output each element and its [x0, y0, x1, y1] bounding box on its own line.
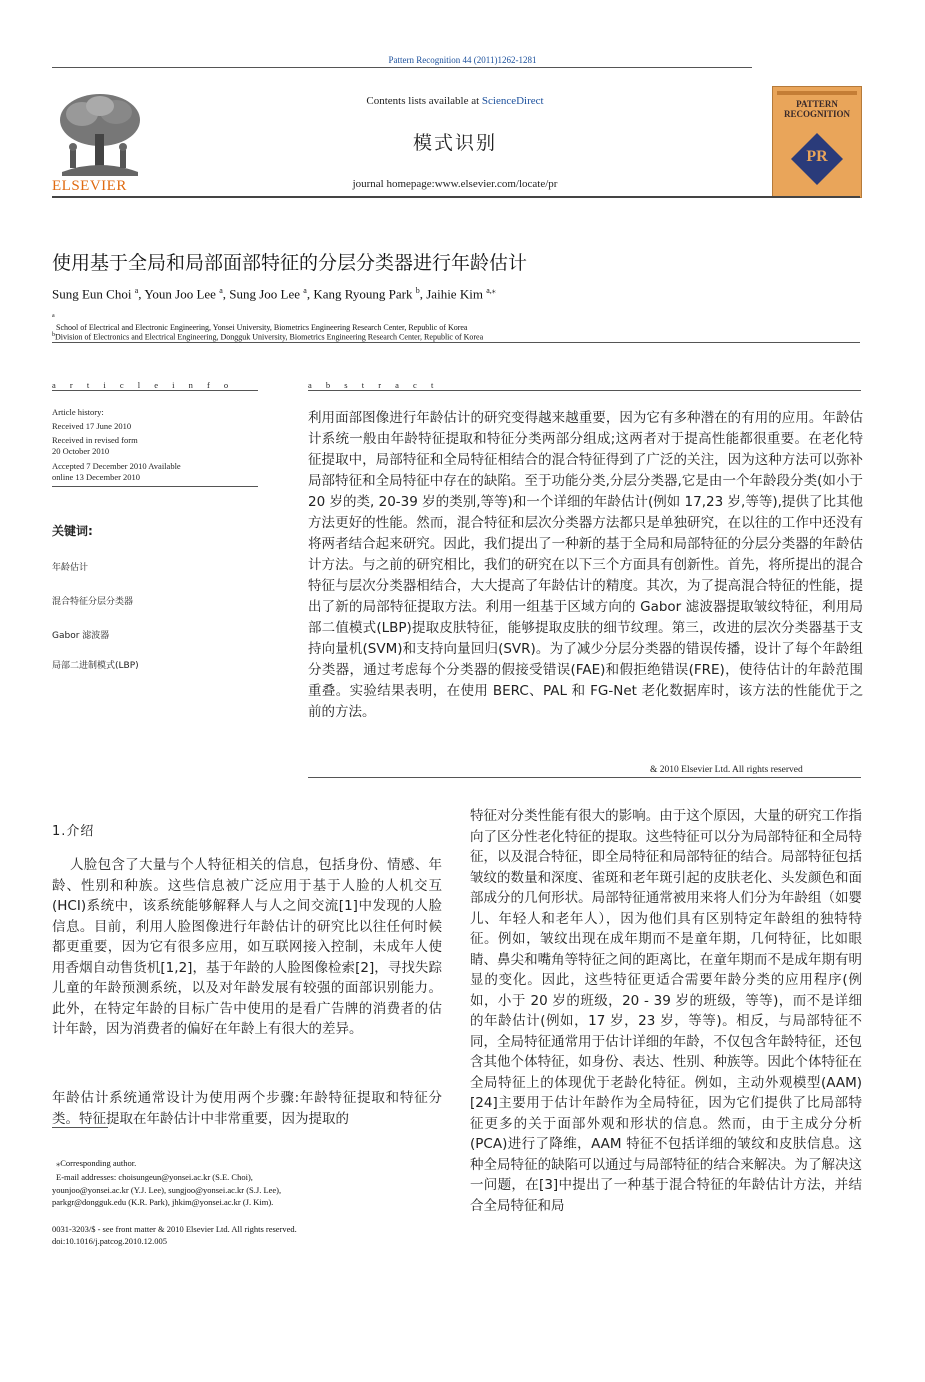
author-affil-mark: a,⁎	[486, 286, 496, 295]
article-info-label: a r t i c l e i n f o	[52, 380, 235, 390]
footnote-block	[56, 1157, 446, 1183]
revised-line-2: 20 October 2010	[52, 446, 110, 456]
footnote-rule	[52, 1127, 108, 1128]
copyright-notice: & 2010 Elsevier Ltd. All rights reserved	[650, 765, 803, 775]
received-date: Received 17 June 2010	[52, 421, 132, 431]
article-history	[52, 407, 252, 483]
keywords-label: 关键词:	[52, 524, 93, 538]
intro-paragraph-1: 人脸包含了大量与个人特征相关的信息，包括身份、情感、年龄、性别和种族。这些信息被广泛应用于基于人脸的人机交互(HCI)系统中，该系统能够解释人与人之间交流[1]中发现的人脸信息。目前，利用人脸图像进行年龄估计的研究比以往任何时候都更重要，因为它有很多应用，如互联网接入控制，未成年人使用香烟自动售货机[1,2]，基于年龄的人脸图像检索[2]，寻找失踪儿童的年龄预测系统，以及对年龄发展有较强的面部识别能力。此外，在特定年龄的目标广告中使用的是看广告牌的消费者的估计年龄，因为消费者的偏好在年龄上有很大的差异。	[52, 857, 442, 1037]
cover-band	[777, 91, 857, 95]
cover-title: PATTERN RECOGNITION	[783, 99, 850, 119]
section-heading: 1.介绍	[52, 824, 95, 839]
issn-line: 0031-3203/$ - see front matter & 2010 Elsevier Ltd. All rights reserved.	[52, 1224, 297, 1234]
journal-cover	[772, 86, 862, 198]
author-name[interactable]: Jaihie Kim	[426, 286, 483, 302]
footnote-emails	[52, 1184, 447, 1208]
header-rule	[52, 67, 752, 68]
doi-link[interactable]: doi:10.1016/j.patcog.2010.12.005	[52, 1236, 167, 1246]
accepted-line-2: online 13 December 2010	[52, 472, 141, 482]
affiliation-rule	[52, 342, 860, 343]
journal-homepage[interactable]: journal homepage:www.elsevier.com/locate/pr	[352, 178, 558, 190]
author-name[interactable]: Youn Joo Lee	[144, 286, 216, 302]
author-affil-mark: a	[219, 286, 223, 295]
accepted-line-1: Accepted 7 December 2010 Available	[52, 461, 181, 471]
author-list: Sung Eun Choi $^a$, Youn Joo Lee $^a$, Sung Joo Lee $^a$, Kang Ryoung Park $^b$, Jaihie Kim $^{a,⁎}$	[52, 286, 496, 302]
front-matter	[52, 1223, 447, 1247]
abstract-bottom-rule	[308, 777, 861, 778]
keyword-item[interactable]: Gabor 滤波器	[52, 631, 110, 641]
email-line-3[interactable]: parkgr@dongguk.edu (K.R. Park), jhkim@yonsei.ac.kr (J. Kim).	[52, 1197, 274, 1207]
affiliation-text: Division of Electronics and Electrical Engineering, Dongguk University, Biometrics Engineering Research Center, Republic of Korea	[55, 332, 484, 342]
cover-monogram: PR	[806, 148, 828, 165]
history-rule	[52, 486, 258, 487]
author-name[interactable]: Sung Eun Choi	[52, 286, 132, 302]
keyword-item[interactable]: 年龄估计	[52, 563, 89, 573]
keyword-item[interactable]: 局部二进制模式(LBP)	[52, 661, 139, 671]
corresponding-author: ⁎Corresponding author.	[56, 1158, 137, 1168]
sciencedirect-link[interactable]: ScienceDirect	[481, 95, 544, 107]
author-name[interactable]: Kang Ryoung Park	[313, 286, 413, 302]
intro-paragraph-2: 年龄估计系统通常设计为使用两个步骤:年龄特征提取和特征分类。特征提取在年龄估计中非常重要，因为提取的	[52, 1090, 442, 1127]
publisher-name: ELSEVIER	[52, 178, 127, 194]
email-line-1[interactable]: E-mail addresses: choisungeun@yonsei.ac.kr (S.E. Choi),	[56, 1172, 253, 1182]
affiliation-text: School of Electrical and Electronic Engineering, Yonsei University, Biometrics Engineering Research Center, Republic of Korea	[56, 322, 468, 332]
abstract-label: a b s t r a c t	[308, 380, 440, 390]
affiliation-mark: b	[52, 332, 55, 338]
email-line-2[interactable]: younjoo@yonsei.ac.kr (Y.J. Lee), sungjoo@yonsei.ac.kr (S.J. Lee),	[52, 1185, 282, 1195]
history-label: Article history:	[52, 407, 104, 417]
contents-line	[280, 95, 630, 107]
affiliation-a	[52, 313, 467, 332]
keyword-item[interactable]: 混合特征分层分类器	[52, 597, 134, 607]
intro-right-column: 特征对分类性能有很大的影响。由于这个原因，大量的研究工作指向了区分性老化特征的提取。这些特征可以分为局部特征和全局特征，以及混合特征，即全局特征和局部特征的结合。局部特征包括皱纹的数量和深度、雀斑和老年斑引起的皮肤老化、头发颜色和面部成分的几何形状。局部特征通常被用来将人们分为年龄组（如婴儿、年轻人和老年人），因为他们具有区别特定年龄组的独特特征。例如，皱纹出现在成年期而不是童年期，几何特征，比如眼睛、鼻尖和嘴角等特征之间的距离比，在童年期而不是成年期有明显的变化。因此，这些特征更适合需要年龄分类的应用程序(例如，小于 20 岁的班级，20 - 39 岁的班级，等等)，而不是详细的年龄估计(例如，17 岁，23 岁，等等)。相反，与局部特征不同，全局特征通常用于估计详细的年龄，不仅包含年龄特征，还包含其他个体特征，如身份、表达、性别、种族等。因此个体特征在全局特征上的体现优于老龄化特征。例如，主动外观模型(AAM)[24]主要用于估计年龄作为全局特征，因为它们提供了比局部特征更多的关于面部外观和形状的信息。然而，由于主成分分析(PCA)进行了降维，AAM 特征不包括详细的皱纹和皮肤信息。这种全局特征的缺陷可以通过与局部特征的结合来解决。为了解决这一问题，在[3]中提出了一种基于混合特征的年龄估计方法，并结合全局特征和局	[470, 808, 862, 1214]
journal-reference[interactable]: Pattern Recognition 44 (2011)1262-1281	[388, 55, 537, 65]
affiliation-b	[52, 332, 483, 342]
author-affil-mark: a	[134, 286, 139, 295]
author-affil-mark: a	[303, 286, 307, 295]
author-affil-mark: b	[415, 286, 420, 295]
masthead-rule	[52, 196, 860, 198]
abstract-text: 利用面部图像进行年龄估计的研究变得越来越重要，因为它有多种潜在的有用的应用。年龄估计系统一般由年龄特征提取和特征分类两部分组成;这两者对于提高性能都很重要。在老化特征提取中，局部特征和全局特征相结合的混合特征得到了广泛的关注，因为这种方法可以弥补局部特征和全局特征中存在的缺陷。至于功能分类,分层分类器,它是由一个年龄段分类(如小于 20 岁的类, 20-39 岁的类别,等等)和一个详细的年龄估计(例如 17,23 岁,等等),提供了比其他方法更好的性能。然而，混合特征和层次分类器方法都只是单独研究，在以往的工作中还没有将两者结合起来研究。因此，我们提出了一种新的基于全局和局部特征的分层分类器的年龄估计方法。与之前的研究相比，我们的研究在以下三个方面具有创新性。首先，将所提出的混合特征与层次分类器相结合，大大提高了年龄估计的精度。其次，为了提高混合特征的性能，提出了新的局部特征提取方法。利用一组基于区域方向的 Gabor 滤波器提取皱纹特征，利用局部二值模式(LBP)提取皮肤特征，能够提取皮肤的细节纹理。第三，改进的层次分类器基于支持向量机(SVM)和支持向量回归(SVR)。为了减少分层分类器的错误传播，设计了每个年龄组分类器，通过考虑每个分类器的假接受错误(FAE)和假拒绝错误(FRE)，使待估计的年龄范围重叠。实验结果表明，在使用 BERC、PAL 和 FG-Net 老化数据库时，该方法的性能优于之前的方法。	[308, 410, 863, 720]
journal-title: 模式识别	[412, 132, 497, 154]
article-info-rule	[52, 390, 258, 391]
affiliation-mark: a	[52, 313, 55, 319]
abstract-rule	[308, 390, 861, 391]
revised-line-1: Received in revised form	[52, 435, 138, 445]
author-name[interactable]: Sung Joo Lee	[229, 286, 301, 302]
article-title: 使用基于全局和局部面部特征的分层分类器进行年龄估计	[52, 252, 528, 274]
contents-prefix: Contents lists available at	[366, 95, 482, 107]
